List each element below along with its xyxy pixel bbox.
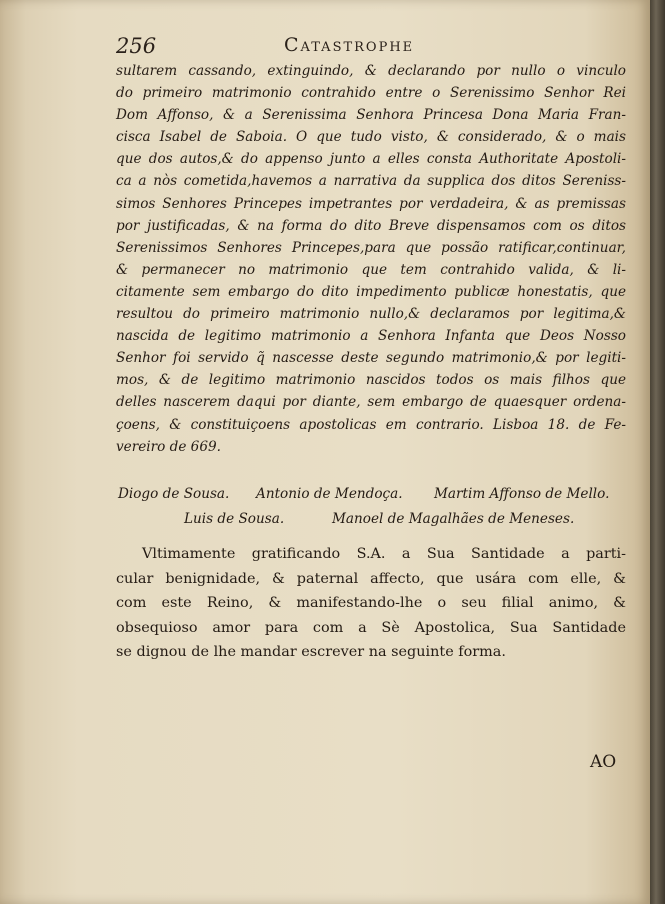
text-line: que dos autos,& do appenso junto a elles consta Authoritate Apostoli- (116, 151, 626, 168)
text-line: Serenissimos Senhores Princepes,para que possão ratificar,continuar, (116, 239, 626, 256)
text-line: Senhor foi servido q̃ nascesse deste segundo matrimonio,& por legiti- (116, 350, 626, 367)
text-line: se dignou de lhe mandar escrever na seguinte forma. (116, 644, 506, 660)
text-line: delles nascerem daqui por diante, sem embargo de quaesquer ordena- (116, 394, 626, 411)
text-line: & permanecer no matrimonio que tem contrahido valida, & li- (116, 261, 626, 278)
text-line: vereiro de 669. (116, 438, 221, 455)
signature: Luis de Sousa. (184, 511, 285, 527)
narrative-paragraph (116, 542, 626, 665)
signature-row (118, 482, 628, 507)
text-line: çoens, & constituiçoens apostolicas em contrario. Lisboa 18. de Fe- (116, 416, 626, 433)
book-gutter-edge (650, 0, 665, 904)
text-line: mos, & de legitimo matrimonio nascidos todos os mais filhos que (116, 372, 626, 389)
text-line: do primeiro matrimonio contrahido entre o Serenissimo Senhor Rei (116, 85, 626, 102)
text-line: com este Reino, & manifestando-lhe o seu filial animo, & (116, 595, 626, 611)
text-line: nascida de legitimo matrimonio a Senhora Infanta que Deos Nosso (116, 328, 626, 345)
page-number: 256 (116, 34, 157, 58)
signature: Diogo de Sousa. (118, 486, 230, 502)
signatures (118, 482, 628, 532)
text-line: obsequioso amor para com a Sè Apostolica, Sua Santidade (116, 619, 626, 636)
text-line: resultou do primeiro matrimonio nullo,& declaramos por legitima,& (116, 306, 626, 323)
decree-text (116, 60, 626, 458)
text-line: simos Senhores Princepes impetrantes por verdadeira, & as premissas (116, 195, 626, 212)
signature: Martim Affonso de Mello. (434, 486, 610, 502)
text-line: cisca Isabel de Saboia. O que tudo visto, & considerado, & o mais (116, 129, 626, 146)
text-line: Vltimamente gratificando S.A. a Sua Santidade a parti- (142, 546, 626, 562)
text-line: Dom Affonso, & a Serenissima Senhora Princesa Dona Maria Fran- (116, 107, 626, 124)
signature: Manoel de Magalhães de Meneses. (332, 511, 575, 527)
signature-row (118, 507, 628, 532)
signature: Antonio de Mendoça. (256, 486, 403, 502)
text-line: por justificadas, & na forma do dito Breve dispensamos com os ditos (116, 217, 626, 234)
running-title: Catastrophe (284, 34, 415, 56)
catchword: AO (590, 752, 617, 772)
text-line: citamente sem embargo do dito impedimento publicæ honestatis, que (116, 283, 626, 300)
text-line: sultarem cassando, extinguindo, & declarando por nullo o vinculo (116, 63, 626, 79)
text-line: cular benignidade, & paternal affecto, que usára com elle, & (116, 570, 626, 587)
text-line: ca a nòs cometida,havemos a narrativa da supplica dos ditos Sereniss- (116, 173, 626, 190)
